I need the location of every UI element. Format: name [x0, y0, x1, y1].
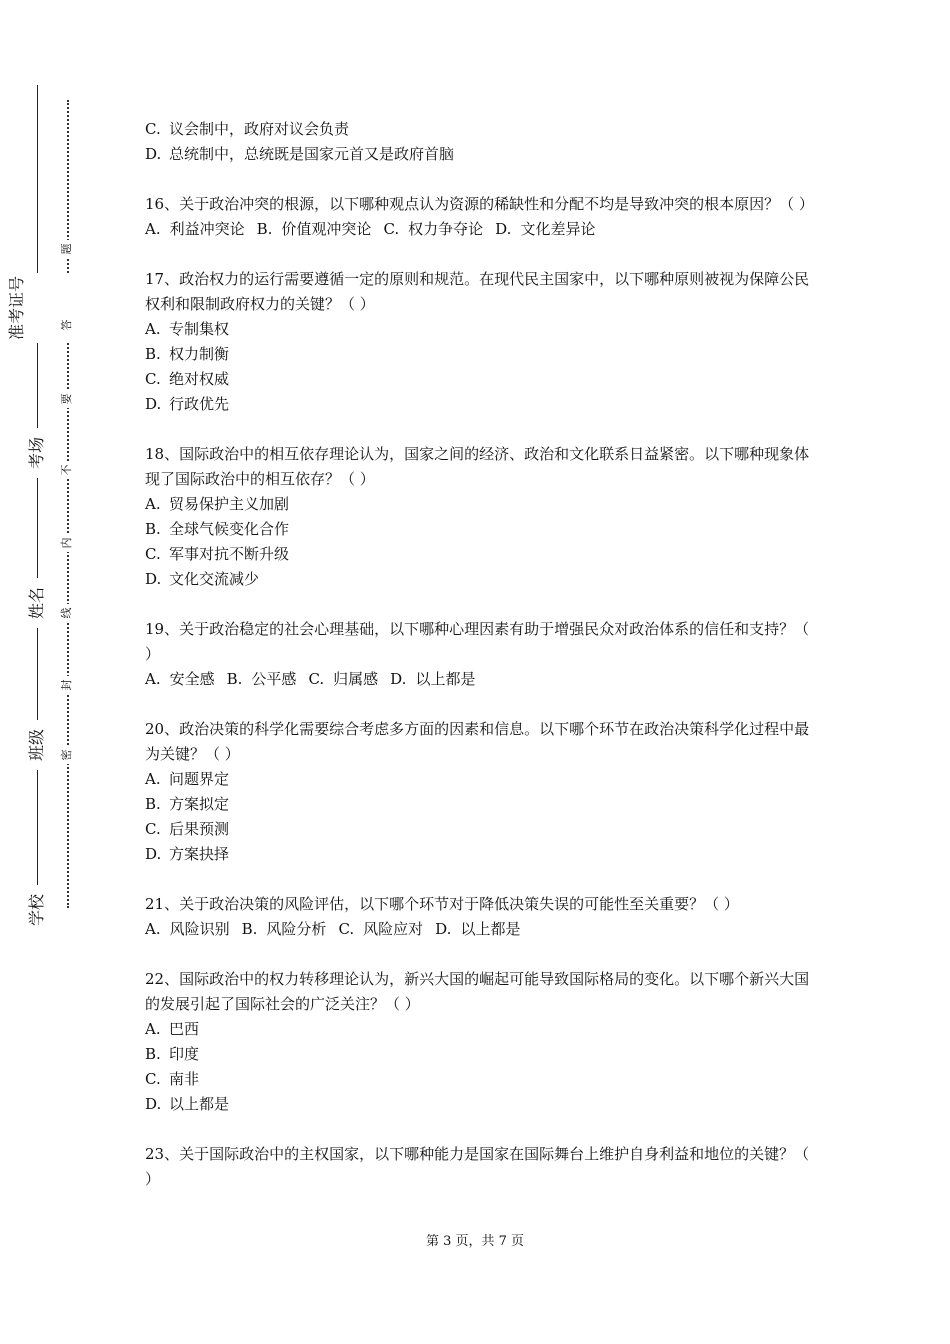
option-label: B.: [145, 520, 161, 538]
option-row: [145, 142, 820, 167]
option-label: D.: [145, 145, 162, 163]
option-row: [145, 392, 820, 417]
question-block: [145, 967, 820, 1117]
question-gap: [145, 692, 820, 717]
option-item: [145, 670, 215, 688]
option-label: D.: [495, 220, 512, 238]
question-stem: 16、关于政治冲突的根源，以下哪种观点认为资源的稀缺性和分配不均是导致冲突的根本原因？（ ）: [145, 195, 814, 213]
option-text: 以上都是: [415, 670, 476, 688]
question-gap: [145, 592, 820, 617]
option-label: B.: [145, 795, 161, 813]
option-text: 方案拟定: [169, 795, 230, 813]
option-label: C.: [338, 920, 355, 938]
option-label: D.: [145, 570, 162, 588]
option-label: A.: [145, 920, 161, 938]
question-block: [145, 192, 820, 242]
option-label: A.: [145, 320, 161, 338]
seal-char: 线: [58, 604, 76, 622]
option-row: [145, 767, 820, 792]
question-stem: 17、政治权力的运行需要遵循一定的原则和规范。在现代民主国家中，以下哪种原则被视为保障公民权利和限制政府权力的关键？（ ）: [145, 270, 810, 313]
option-text: 绝对权威: [169, 370, 230, 388]
question-gap: [145, 942, 820, 967]
option-text: 风险识别: [169, 920, 230, 938]
option-row: [145, 1092, 820, 1117]
question-stem: 23、关于国际政治中的主权国家，以下哪种能力是国家在国际舞台上维护自身利益和地位的关键？（ ）: [145, 1145, 810, 1188]
option-text: 安全感: [169, 670, 215, 688]
question-block: [145, 442, 820, 592]
option-label: D.: [145, 845, 162, 863]
option-label: B.: [241, 920, 258, 938]
field-name: 姓名: [22, 578, 52, 628]
seal-char: 不: [58, 461, 76, 479]
option-item: [435, 920, 520, 938]
option-row: [145, 492, 820, 517]
field-class: 班级: [22, 720, 52, 770]
question-stem: 20、政治决策的科学化需要综合考虑多方面的因素和信息。以下哪个环节在政治决策科学化过程中最为关键？（ ）: [145, 720, 810, 763]
option-text: 南非: [169, 1070, 200, 1088]
option-text: 贸易保护主义加剧: [169, 495, 290, 513]
option-label: D.: [145, 1095, 162, 1113]
question-gap: [145, 1117, 820, 1142]
question-content: [145, 117, 820, 1192]
question-gap: [145, 242, 820, 267]
field-exam-number: 准考证号: [2, 273, 72, 343]
binding-margin: [0, 0, 110, 1344]
option-label: A.: [145, 495, 161, 513]
option-label: C.: [145, 820, 161, 838]
option-row: [145, 542, 820, 567]
option-row: [145, 1017, 820, 1042]
option-text: 问题界定: [169, 770, 230, 788]
option-label: D.: [390, 670, 407, 688]
option-label: A.: [145, 1020, 161, 1038]
option-text: 价值观冲突论: [281, 220, 372, 238]
question-block: [145, 267, 820, 417]
option-row: [145, 117, 820, 142]
question-gap: [145, 167, 820, 192]
seal-char: 要: [58, 390, 76, 408]
question-block: [145, 892, 820, 942]
option-row: [145, 317, 820, 342]
page-footer: 第 3 页，共 7 页: [425, 1234, 525, 1249]
option-row: [145, 567, 820, 592]
option-item: [338, 920, 423, 938]
option-text: 以上都是: [460, 920, 521, 938]
option-row: [145, 817, 820, 842]
option-row: [145, 367, 820, 392]
field-exam-room: 考场: [22, 428, 52, 478]
option-item: [257, 220, 372, 238]
option-item: [242, 920, 327, 938]
option-label: A.: [145, 770, 161, 788]
option-label: C.: [145, 120, 161, 138]
option-text: 议会制中，政府对议会负责: [169, 120, 350, 138]
option-label: A.: [145, 220, 161, 238]
option-item: [390, 670, 475, 688]
option-text: 权力争夺论: [408, 220, 484, 238]
option-text: 以上都是: [169, 1095, 230, 1113]
seal-char: 封: [58, 676, 76, 694]
option-item: [227, 670, 297, 688]
option-text: 后果预测: [169, 820, 230, 838]
option-row: [145, 842, 820, 867]
question-block: [145, 1142, 820, 1192]
seal-char: 题: [58, 240, 76, 258]
option-label: B.: [256, 220, 273, 238]
option-text: 总统制中，总统既是国家元首又是政府首脑: [169, 145, 455, 163]
option-row: [145, 667, 820, 692]
binding-dotted-line: [67, 100, 69, 908]
option-text: 公平感: [251, 670, 297, 688]
option-text: 全球气候变化合作: [169, 520, 290, 538]
option-label: C.: [383, 220, 400, 238]
seal-char: 密: [58, 746, 76, 764]
option-item: [308, 670, 378, 688]
option-text: 风险应对: [363, 920, 424, 938]
option-item: [145, 220, 245, 238]
option-row: [145, 517, 820, 542]
option-text: 归属感: [333, 670, 379, 688]
option-text: 巴西: [169, 1020, 200, 1038]
option-label: B.: [145, 1045, 161, 1063]
seal-char: 答: [58, 316, 76, 334]
seal-char: 内: [58, 534, 76, 552]
option-text: 行政优先: [169, 395, 230, 413]
option-row: [145, 917, 820, 942]
question-stem: 19、关于政治稳定的社会心理基础，以下哪种心理因素有助于增强民众对政治体系的信任和支持？（ ）: [145, 620, 810, 663]
option-text: 印度: [169, 1045, 200, 1063]
option-label: C.: [308, 670, 325, 688]
option-text: 权力制衡: [169, 345, 230, 363]
option-text: 风险分析: [266, 920, 327, 938]
binding-solid-line: [37, 85, 38, 925]
option-text: 军事对抗不断升级: [169, 545, 290, 563]
option-item: [383, 220, 483, 238]
option-item: [145, 920, 230, 938]
option-item: [495, 220, 595, 238]
option-text: 专制集权: [169, 320, 230, 338]
question-stem: 21、关于政治决策的风险评估，以下哪个环节对于降低决策失误的可能性至关重要？（ ）: [145, 895, 739, 913]
option-text: 文化交流减少: [169, 570, 260, 588]
option-label: B.: [145, 345, 161, 363]
option-label: C.: [145, 545, 161, 563]
option-label: C.: [145, 1070, 161, 1088]
option-label: B.: [226, 670, 243, 688]
question-gap: [145, 417, 820, 442]
field-school: 学校: [22, 885, 52, 935]
option-row: [145, 342, 820, 367]
question-stem: 22、国际政治中的权力转移理论认为，新兴大国的崛起可能导致国际格局的变化。以下哪个新兴大国的发展引起了国际社会的广泛关注？（ ）: [145, 970, 810, 1013]
question-stem: 18、国际政治中的相互依存理论认为，国家之间的经济、政治和文化联系日益紧密。以下哪种现象体现了国际政治中的相互依存？（ ）: [145, 445, 810, 488]
question-block: [145, 717, 820, 867]
question-block: [145, 617, 820, 692]
option-label: D.: [145, 395, 162, 413]
option-row: [145, 1042, 820, 1067]
option-label: C.: [145, 370, 161, 388]
option-text: 文化差异论: [520, 220, 596, 238]
option-text: 利益冲突论: [169, 220, 245, 238]
option-row: [145, 792, 820, 817]
option-label: A.: [145, 670, 161, 688]
option-label: D.: [435, 920, 452, 938]
option-row: [145, 217, 820, 242]
question-gap: [145, 867, 820, 892]
option-text: 方案抉择: [169, 845, 230, 863]
option-row: [145, 1067, 820, 1092]
